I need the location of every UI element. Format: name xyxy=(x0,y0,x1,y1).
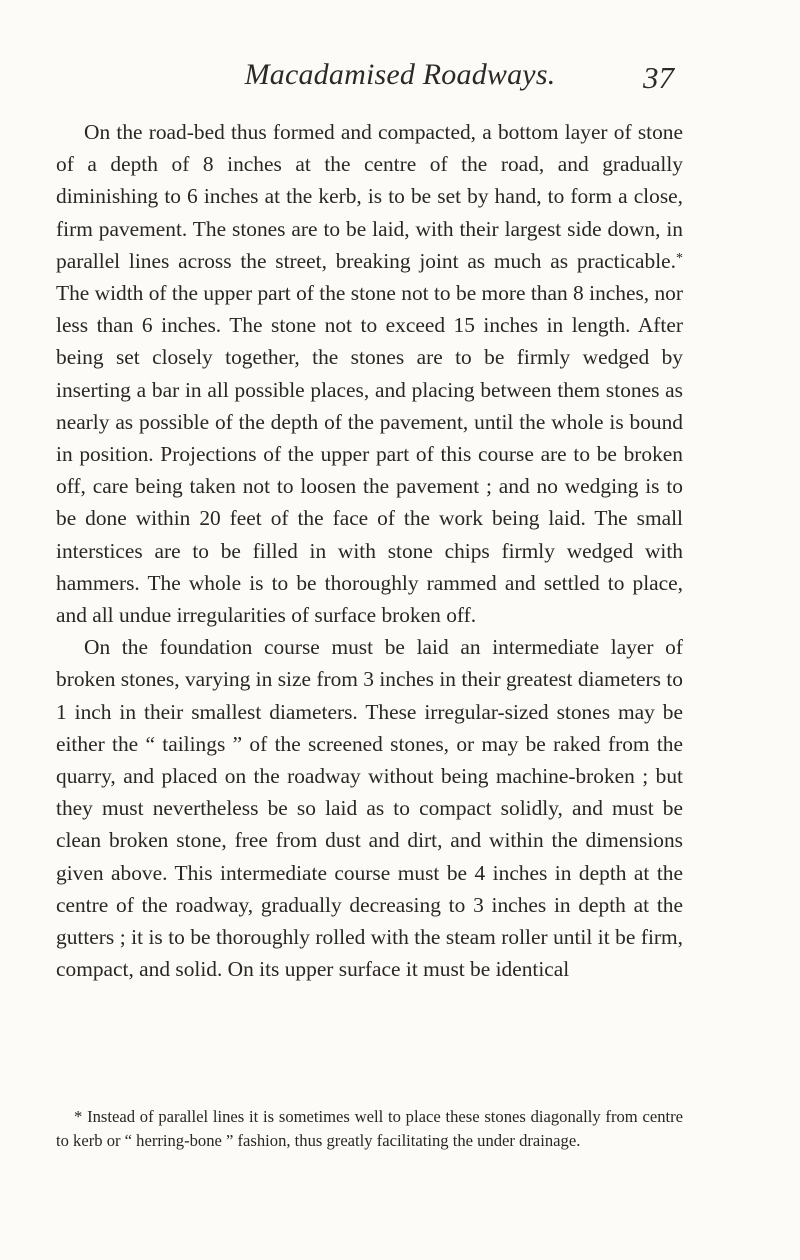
paragraph-intermediate-layer: On the foundation course must be laid an intermediate layer of broken stones, varying in size from 3 inches in their greatest diameters to 1 inch in their smallest diameters. These irregular-sized stones may be either the “ tailings ” of the screened stones, or may be raked from the quarry, and placed on the roadway without being machine-broken ; but they must nevertheless be so laid as to compact solidly, and must be clean broken stone, free from dust and dirt, and within the dimensions given above. This intermediate course must be 4 inches in depth at the centre of the roadway, gradually decreasing to 3 inches in depth at the gutters ; it is to be thoroughly rolled with the steam roller until it be firm, compact, and solid. On its upper surface it must be identical xyxy=(56,635,683,982)
paragraph-text: On the road-bed thus formed and compacted, a bottom layer of stone of a depth of 8 inches at the centre of the road, and gradually diminishing to 6 inches at the kerb, is to be set by hand, to form a close, firm pavement. The stones are to be laid, with their largest side down, in parallel lines across the street, breaking joint as much as practicable. xyxy=(56,120,683,273)
paragraph-road-bed xyxy=(56,116,683,631)
footnote-reference: * xyxy=(676,250,683,266)
running-title: Macadamised Roadways. xyxy=(244,58,556,91)
paragraph-text: The width of the upper part of the stone not to be more than 8 inches, nor less than 6 inches. The stone not to exceed 15 inches in length. After being set closely together, the stones are to be firmly wedged by inserting a bar in all possible places, and placing between them stones as nearly as possible of the depth of the pavement, until the whole is bound in position. Projections of the upper part of this course are to be broken off, care being taken not to loosen the pavement ; and no wedging is to be done within 20 feet of the face of the work being laid. The small interstices are to be filled in with stone chips firmly wedged with hammers. The whole is to be thoroughly rammed and settled to place, and all undue irregularities of surface broken off. xyxy=(56,281,683,628)
footnote-marker: * xyxy=(74,1107,83,1126)
page-number: 37 xyxy=(643,60,674,95)
footnote-text: Instead of parallel lines it is sometimes well to place these stones diagonally from centre to kerb or “ herring-bone ” fashion, thus greatly facilitating the under drainage. xyxy=(56,1107,683,1150)
footnote xyxy=(56,1105,683,1152)
main-text xyxy=(56,116,683,985)
